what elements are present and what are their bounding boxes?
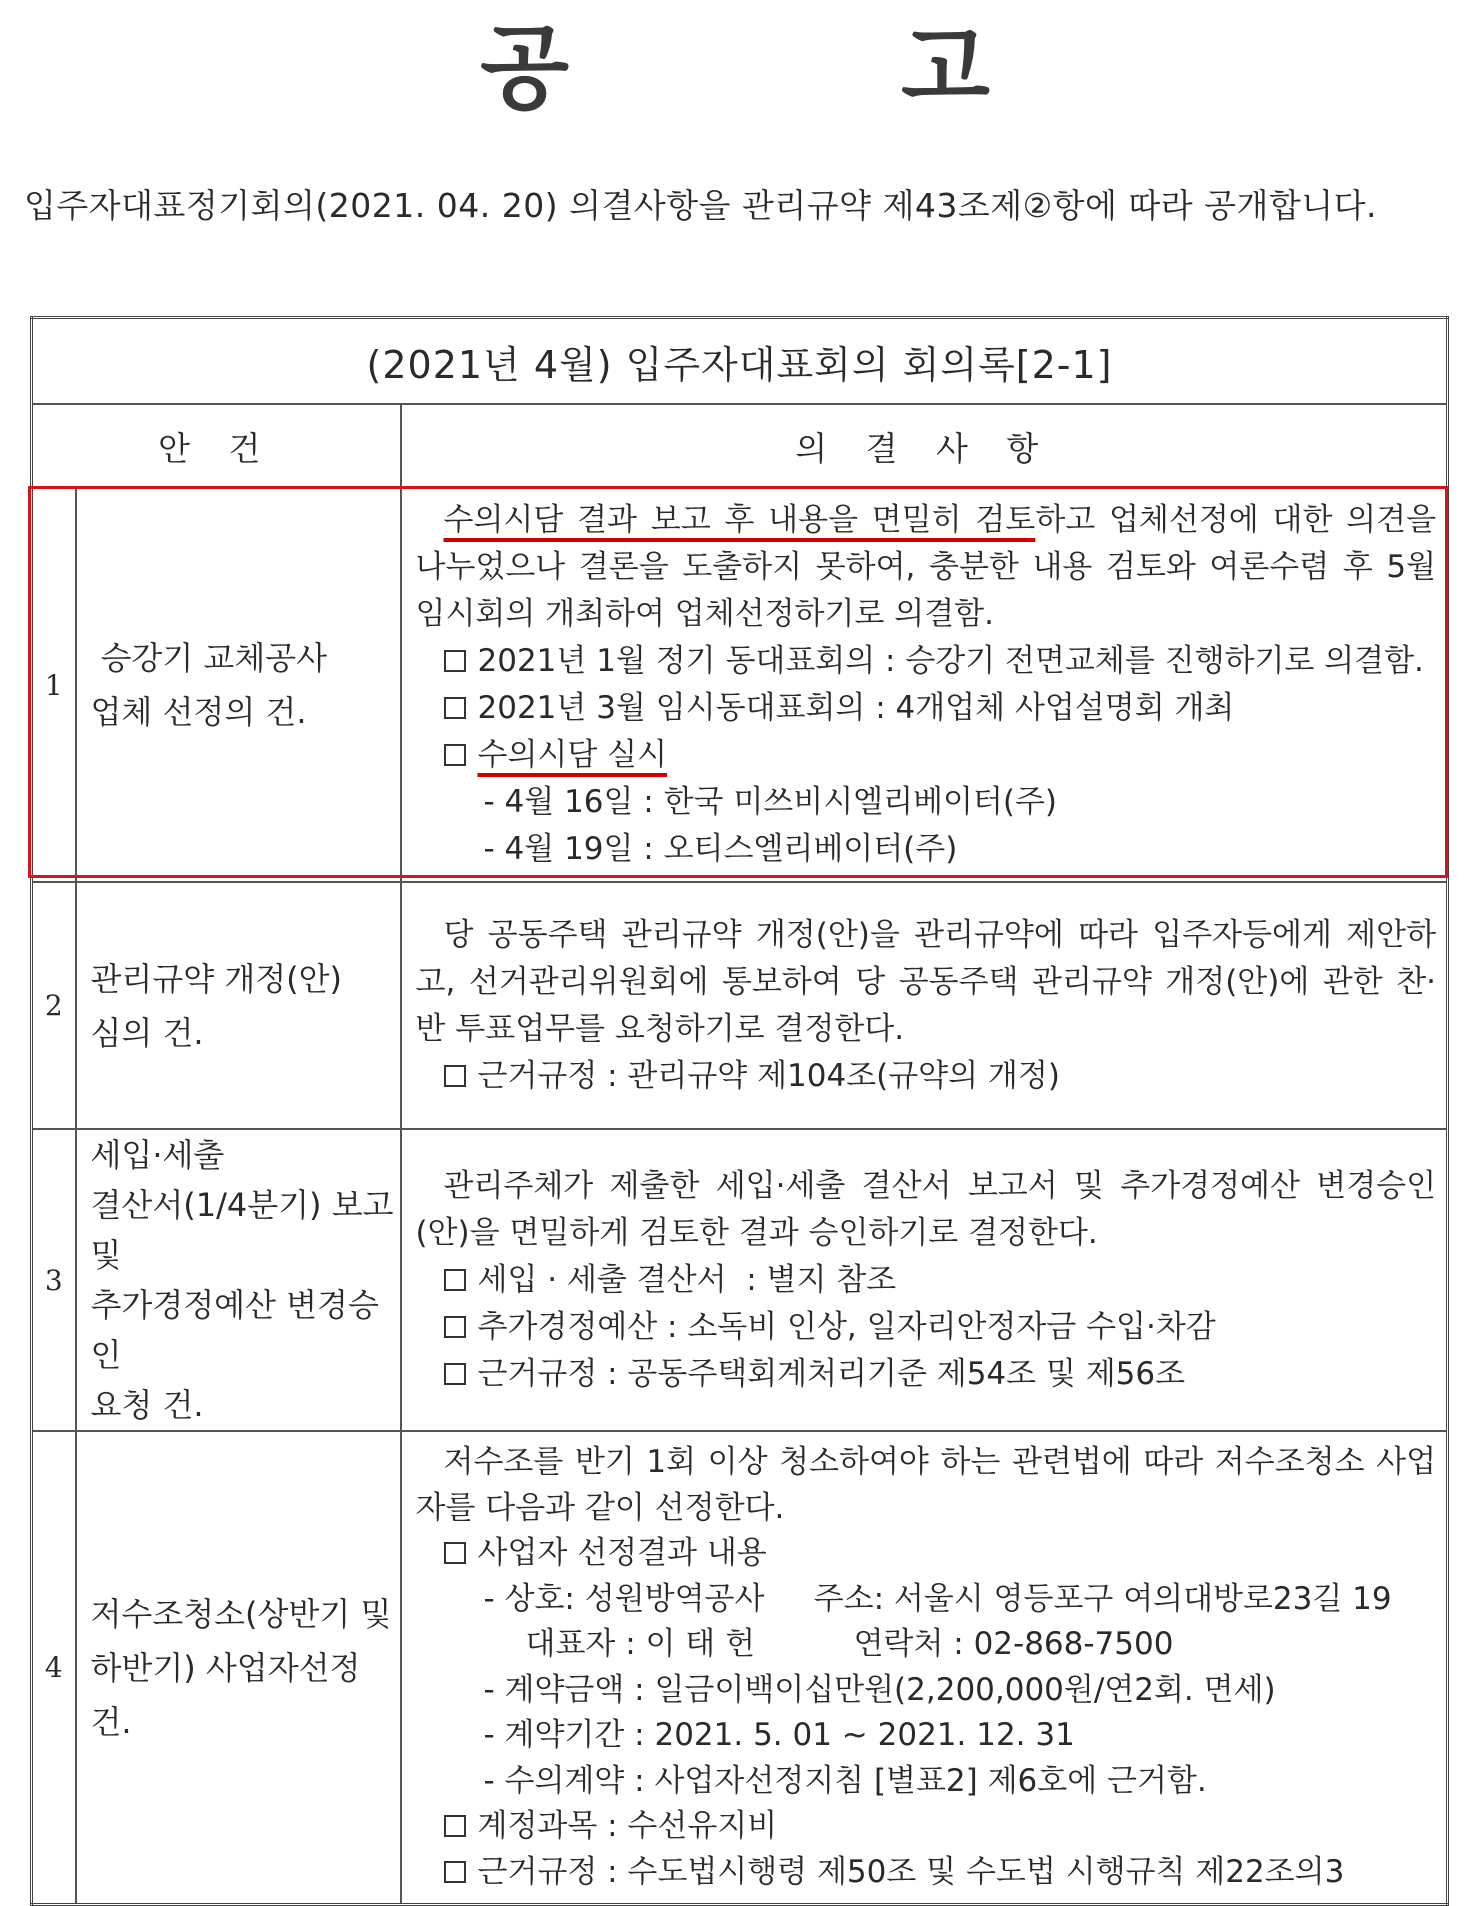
- checkbox-square-icon: [444, 1269, 466, 1291]
- bullet-text: 세입 · 세출 결산서 : 별지 참조: [477, 1261, 897, 1298]
- agenda-subject: [76, 488, 401, 882]
- detail-line: - 상호: 성원방역공사 주소: 서울시 영등포구 여의대방로23길 19: [483, 1580, 1392, 1617]
- red-underlined-text: 수의시담 실시: [477, 737, 668, 773]
- row-number: 4: [32, 1431, 76, 1905]
- bullet-item: [416, 1304, 1437, 1351]
- row-number: 3: [32, 1129, 76, 1431]
- resolution-content: [401, 488, 1448, 882]
- subject-line: 추가경정예산 변경승인: [90, 1286, 379, 1374]
- bullet-text: 2021년 3월 임시동대표회의 : 4개업체 사업설명회 개최: [477, 690, 1235, 726]
- checkbox-square-icon: [444, 1316, 466, 1338]
- subject-line: 업체 선정의 건.: [90, 693, 307, 731]
- resolution-paragraph: 당 공동주택 관리규약 개정(안)을 관리규약에 따라 입주자등에게 제안하고, 선거관리위원회에 통보하여 당 공동주택 관리규약 개정(안)에 관한 찬·반 투표업무를 요청하기로 결정한다.: [415, 916, 1437, 1047]
- resolution-paragraph: 저수조를 반기 1회 이상 청소하여야 하는 관련법에 따라 저수조청소 사업자를 다음과 같이 선정한다.: [415, 1444, 1437, 1526]
- resolution-paragraph: 관리주체가 제출한 세입·세출 결산서 보고서 및 추가경정예산 변경승인(안)을 면밀하게 검토한 결과 승인하기로 결정한다.: [415, 1167, 1437, 1251]
- bullet-text: 사업자 선정결과 내용: [477, 1535, 767, 1571]
- bullet-text: 근거규정 : 수도법시행령 제50조 및 수도법 시행규칙 제22조의3: [477, 1853, 1345, 1890]
- header-resolution: 의 결 사 항: [401, 404, 1448, 488]
- notice-title: 공 고: [480, 15, 1140, 122]
- intro-text: 입주자대표정기회의(2021. 04. 20) 의결사항을 관리규약 제43조제②항에 따라 공개합니다.: [24, 186, 1378, 225]
- row-number: 1: [32, 488, 76, 882]
- detail-line: - 4월 19일 : 오티스엘리베이터(주): [483, 831, 958, 867]
- resolution-paragraph: [416, 497, 1437, 638]
- checkbox-square-icon: [444, 697, 466, 719]
- checkbox-square-icon: [444, 1065, 466, 1087]
- bullet-item: [416, 1531, 1437, 1577]
- detail-line: - 계약금액 : 일금이백이십만원(2,200,000원/연2회. 면세): [483, 1671, 1276, 1708]
- checkbox-square-icon: [444, 1861, 466, 1883]
- subject-line: 세입·세출: [90, 1136, 225, 1174]
- checkbox-square-icon: [444, 650, 466, 672]
- agenda-subject: [76, 882, 401, 1129]
- table-caption: (2021년 4월) 입주자대표회의 회의록[2-1]: [32, 318, 1448, 405]
- table-row: [32, 488, 1448, 882]
- bullet-text: 근거규정 : 공동주택회계처리기준 제54조 및 제56조: [477, 1355, 1186, 1392]
- detail-line: 대표자 : 이 태 헌 연락처 : 02-868-7500: [525, 1626, 1174, 1662]
- subject-line: 하반기) 사업자선정 건.: [90, 1648, 361, 1741]
- subject-line: 요청 건.: [90, 1386, 204, 1424]
- resolution-content: [401, 1431, 1448, 1905]
- paragraph-rest: 하고 업체선정에 대한 의견을 나누었으나 결론을 도출하지 못하여, 충분한 내용 검토와 여론수렴 후 5월 임시회의 개최하여 업체선정하기로 의결함.: [415, 502, 1437, 632]
- subject-line: 결산서(1/4분기) 보고 및: [90, 1186, 394, 1274]
- header-subject: 안 건: [32, 404, 401, 488]
- resolution-content: [401, 882, 1448, 1129]
- subject-line: 심의 건.: [90, 1013, 204, 1052]
- agenda-subject: [76, 1431, 401, 1905]
- bullet-text: 계정과목 : 수선유지비: [477, 1808, 778, 1844]
- checkbox-square-icon: [444, 744, 466, 766]
- subject-line: 승강기 교체공사: [100, 639, 328, 677]
- checkbox-square-icon: [444, 1363, 466, 1385]
- resolution-content: [401, 1129, 1448, 1431]
- table-row: [32, 882, 1448, 1129]
- detail-line: - 계약기간 : 2021. 5. 01 ~ 2021. 12. 31: [483, 1717, 1075, 1753]
- subject-line: 저수조청소(상반기 및: [90, 1594, 392, 1633]
- bullet-text: 추가경정예산 : 소독비 인상, 일자리안정자금 수입·차감: [477, 1308, 1216, 1345]
- detail-line: - 수의계약 : 사업자선정지침 [별표2] 제6호에 근거함.: [483, 1762, 1207, 1799]
- table-row: [32, 1129, 1448, 1431]
- bullet-item: [416, 732, 1437, 779]
- row-number: 2: [32, 882, 76, 1129]
- checkbox-square-icon: [444, 1542, 466, 1564]
- red-underlined-text: 수의시담 결과 보고 후 내용을 면밀히 검토: [443, 502, 1036, 538]
- detail-line: - 4월 16일 : 한국 미쓰비시엘리베이터(주): [483, 784, 1058, 820]
- agenda-subject: [76, 1129, 401, 1431]
- bullet-item: [416, 685, 1437, 732]
- checkbox-square-icon: [444, 1815, 466, 1837]
- subject-line: 관리규약 개정(안): [90, 959, 343, 998]
- bullet-item: [416, 1257, 1437, 1304]
- bullet-item: [416, 1351, 1437, 1398]
- bullet-text: 2021년 1월 정기 동대표회의 : 승강기 전면교체를 진행하기로 의결함.: [477, 643, 1424, 679]
- minutes-table: [30, 316, 1449, 1906]
- table-row: [32, 1431, 1448, 1905]
- bullet-item: [416, 638, 1437, 685]
- bullet-item: [416, 1850, 1437, 1896]
- bullet-item: [416, 1053, 1437, 1100]
- bullet-text: 근거규정 : 관리규약 제104조(규약의 개정): [477, 1057, 1060, 1094]
- bullet-item: [416, 1804, 1437, 1850]
